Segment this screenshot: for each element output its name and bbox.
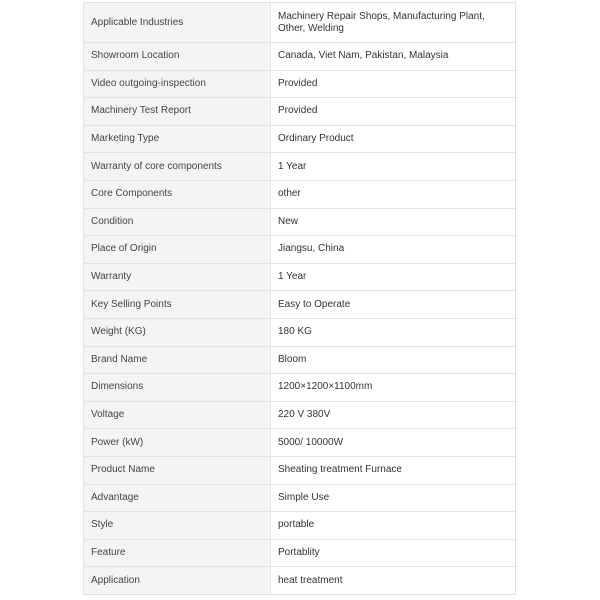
spec-value: 1200×1200×1100mm <box>271 374 516 402</box>
spec-value: 220 V 380V <box>271 401 516 429</box>
table-row <box>84 208 516 236</box>
spec-value: Provided <box>271 98 516 126</box>
spec-key: Power (kW) <box>84 429 271 457</box>
spec-key: Application <box>84 567 271 595</box>
spec-key: Core Components <box>84 180 271 208</box>
spec-key: Video outgoing-inspection <box>84 70 271 98</box>
table-row <box>84 98 516 126</box>
spec-value: Simple Use <box>271 484 516 512</box>
spec-value: other <box>271 180 516 208</box>
spec-value: Portablity <box>271 539 516 567</box>
spec-key: Warranty of core components <box>84 153 271 181</box>
table-row <box>84 125 516 153</box>
spec-value: Machinery Repair Shops, Manufacturing Plant, Other, Welding <box>271 3 516 43</box>
spec-key: Marketing Type <box>84 125 271 153</box>
table-row <box>84 153 516 181</box>
spec-value: Sheating treatment Furnace <box>271 456 516 484</box>
spec-key: Condition <box>84 208 271 236</box>
spec-key: Applicable Industries <box>84 3 271 43</box>
table-row <box>84 3 516 43</box>
spec-key: Place of Origin <box>84 236 271 264</box>
spec-value: 1 Year <box>271 263 516 291</box>
spec-value: Provided <box>271 70 516 98</box>
table-row <box>84 236 516 264</box>
spec-table-body <box>84 3 516 595</box>
spec-key: Machinery Test Report <box>84 98 271 126</box>
table-row <box>84 43 516 71</box>
table-row <box>84 484 516 512</box>
table-row <box>84 512 516 540</box>
table-row <box>84 456 516 484</box>
spec-key: Warranty <box>84 263 271 291</box>
spec-value: Jiangsu, China <box>271 236 516 264</box>
table-row <box>84 539 516 567</box>
spec-value: Canada, Viet Nam, Pakistan, Malaysia <box>271 43 516 71</box>
table-row <box>84 70 516 98</box>
spec-key: Voltage <box>84 401 271 429</box>
spec-value: Bloom <box>271 346 516 374</box>
spec-value: Ordinary Product <box>271 125 516 153</box>
spec-key: Brand Name <box>84 346 271 374</box>
table-row <box>84 263 516 291</box>
spec-table <box>83 2 516 595</box>
spec-key: Advantage <box>84 484 271 512</box>
table-row <box>84 374 516 402</box>
table-row <box>84 429 516 457</box>
spec-key: Dimensions <box>84 374 271 402</box>
spec-key: Product Name <box>84 456 271 484</box>
spec-key: Weight (KG) <box>84 318 271 346</box>
spec-value: New <box>271 208 516 236</box>
spec-key: Key Selling Points <box>84 291 271 319</box>
table-row <box>84 291 516 319</box>
table-row <box>84 567 516 595</box>
spec-value: 1 Year <box>271 153 516 181</box>
spec-value: 5000/ 10000W <box>271 429 516 457</box>
spec-value: 180 KG <box>271 318 516 346</box>
spec-value: heat treatment <box>271 567 516 595</box>
spec-value: Easy to Operate <box>271 291 516 319</box>
spec-key: Showroom Location <box>84 43 271 71</box>
table-row <box>84 318 516 346</box>
spec-key: Feature <box>84 539 271 567</box>
table-row <box>84 401 516 429</box>
spec-key: Style <box>84 512 271 540</box>
table-row <box>84 346 516 374</box>
table-row <box>84 180 516 208</box>
spec-value: portable <box>271 512 516 540</box>
